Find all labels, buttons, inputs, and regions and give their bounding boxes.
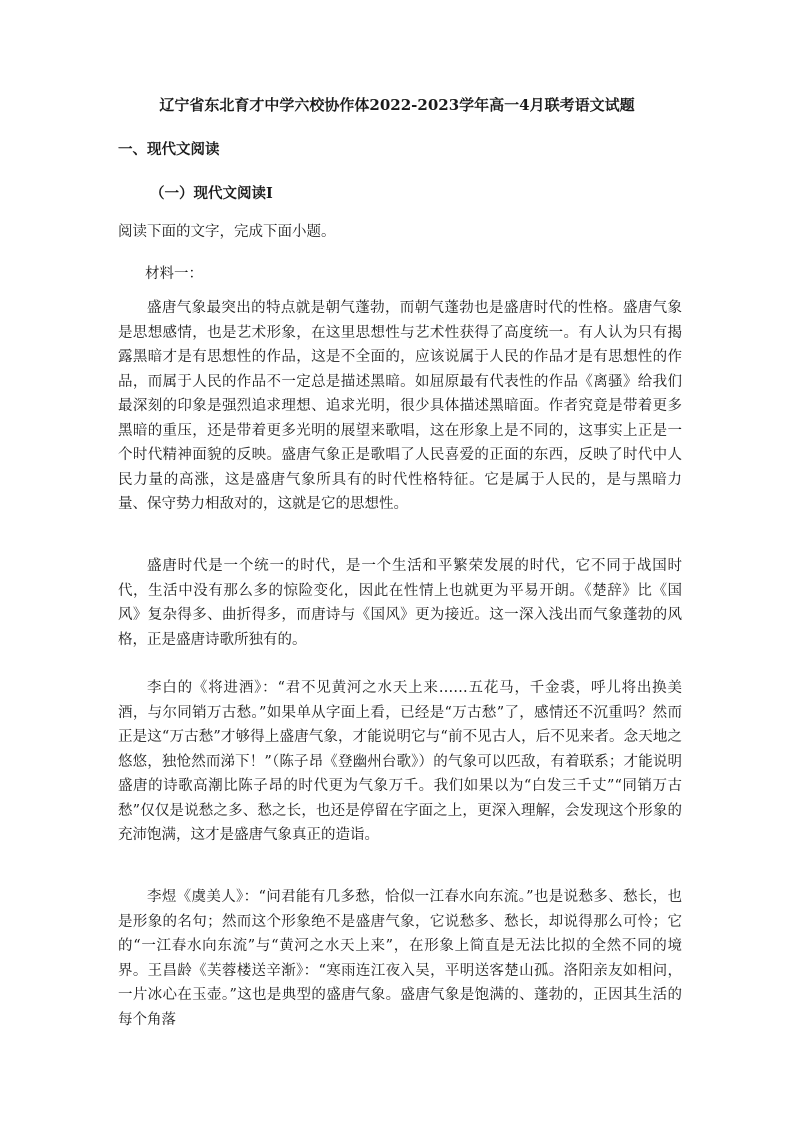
section-heading: 一、现代文阅读 <box>118 141 220 158</box>
paragraph-2: 盛唐时代是一个统一的时代，是一个生活和平繁荣发展的时代，它不同于战国时代，生活中没有那么多的惊险变化，因此在性情上也就更为平易开朗。《楚辞》比《国风》复杂得多、曲折得多，而唐诗与《国风》更为接近。这一深入浅出而气象蓬勃的风格，正是盛唐诗歌所独有的。 <box>118 558 682 648</box>
instruction-text: 阅读下面的文字，完成下面小题。 <box>118 224 336 240</box>
material-label: 材料一： <box>145 266 203 282</box>
paragraph-4: 李煜《虞美人》：“问君能有几多愁，恰似一江春水向东流。”也是说愁多、愁长，也是形象的名句；然而这个形象绝不是盛唐气象，它说愁多、愁长，却说得那么可怜；它的“一江春水向东流”与“黄河之水天上来”，在形象上简直是无法比拟的全然不同的境界。王昌龄《芙蓉楼送辛渐》：“寒雨连江夜入吴，平明送客楚山孤。洛阳亲友如相问，一片冰心在玉壶。”这也是典型的盛唐气象。盛唐气象是饱满的、蓬勃的，正因其生活的每个角落 <box>118 889 682 1028</box>
paragraph-3: 李白的《将进酒》：“君不见黄河之水天上来……五花马，千金裘，呼儿将出换美酒，与尔同销万古愁。”如果单从字面上看，已经是“万古愁”了，感情还不沉重吗？然而正是这“万古愁”才够得上盛唐气象，才能说明它与“前不见古人，后不见来者。念天地之悠悠，独怆然而涕下！”（陈子昂《登幽州台歌》）的气象可以匹敌，有着联系；才能说明盛唐的诗歌高潮比陈子昂的时代更为气象万千。我们如果以为“白发三千丈”“同销万古愁”仅仅是说愁之多、愁之长，也还是停留在字面之上，更深入理解，会发现这个形象的充沛饱满，这才是盛唐气象真正的造诣。 <box>118 680 682 843</box>
paragraph-1: 盛唐气象最突出的特点就是朝气蓬勃，而朝气蓬勃也是盛唐时代的性格。盛唐气象是思想感情，也是艺术形象，在这里思想性与艺术性获得了高度统一。有人认为只有揭露黑暗才是有思想性的作品，这是不全面的，应该说属于人民的作品才是有思想性的作品，而属于人民的作品不一定总是描述黑暗。如屈原最有代表性的作品《离骚》给我们最深刻的印象是强烈追求理想、追求光明，很少具体描述黑暗面。作者究竟是带着更多黑暗的重压，还是带着更多光明的展望来歌唱，这在形象上是不同的，这事实上正是一个时代精神面貌的反映。盛唐气象正是歌唱了人民喜爱的正面的东西，反映了时代中人民力量的高涨，这是盛唐气象所具有的时代性格特征。它是属于人民的，是与黑暗力量、保守势力相敌对的，这就是它的思想性。 <box>118 300 682 512</box>
sub-heading: （一）现代文阅读Ⅰ <box>150 185 273 202</box>
document-title: 辽宁省东北育才中学六校协作体2022-2023学年高一4月联考语文试题 <box>159 96 635 114</box>
